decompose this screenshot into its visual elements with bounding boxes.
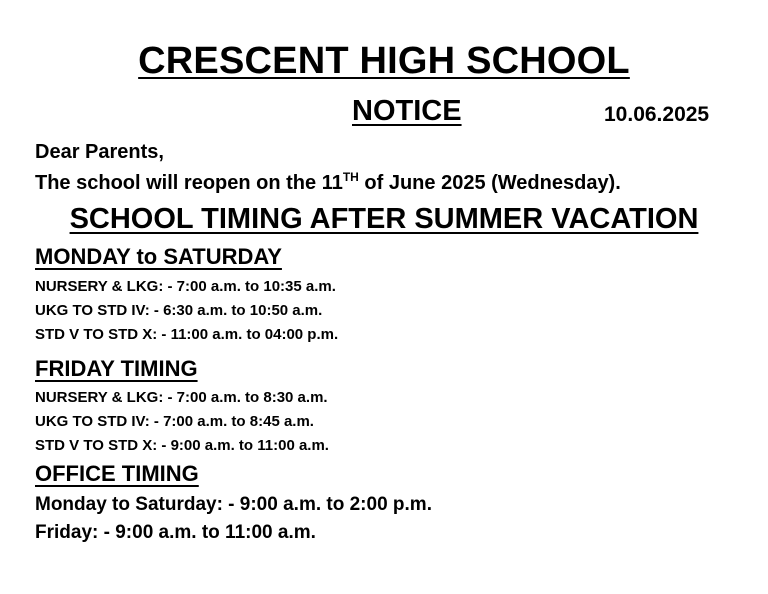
section-heading-office: OFFICE TIMING [35, 461, 199, 486]
school-name: CRESCENT HIGH SCHOOL [138, 40, 630, 82]
timing-row: UKG TO STD IV: - 7:00 a.m. to 8:45 a.m. [35, 413, 314, 430]
section-heading-mon-sat: MONDAY to SATURDAY [35, 244, 282, 269]
office-timing-row: Monday to Saturday: - 9:00 a.m. to 2:00 p.m. [35, 494, 432, 515]
timing-row: STD V TO STD X: - 9:00 a.m. to 11:00 a.m. [35, 437, 329, 454]
salutation: Dear Parents, [35, 141, 164, 163]
office-timing-row: Friday: - 9:00 a.m. to 11:00 a.m. [35, 522, 316, 543]
timing-row: UKG TO STD IV: - 6:30 a.m. to 10:50 a.m. [35, 302, 323, 319]
section-heading-friday: FRIDAY TIMING [35, 356, 198, 381]
timing-row: NURSERY & LKG: - 7:00 a.m. to 10:35 a.m. [35, 278, 336, 295]
timing-heading: SCHOOL TIMING AFTER SUMMER VACATION [69, 203, 699, 235]
timing-row: NURSERY & LKG: - 7:00 a.m. to 8:30 a.m. [35, 389, 328, 406]
notice-title: NOTICE [352, 95, 462, 127]
notice-date: 10.06.2025 [604, 103, 710, 126]
reopen-text-end: of June 2025 (Wednesday). [358, 172, 621, 194]
reopen-line [35, 172, 621, 195]
timing-row: STD V TO STD X: - 11:00 a.m. to 04:00 p.m. [35, 326, 339, 343]
reopen-ordinal-suffix: TH [342, 170, 359, 184]
reopen-text-start: The school will reopen on the 11 [35, 172, 343, 194]
